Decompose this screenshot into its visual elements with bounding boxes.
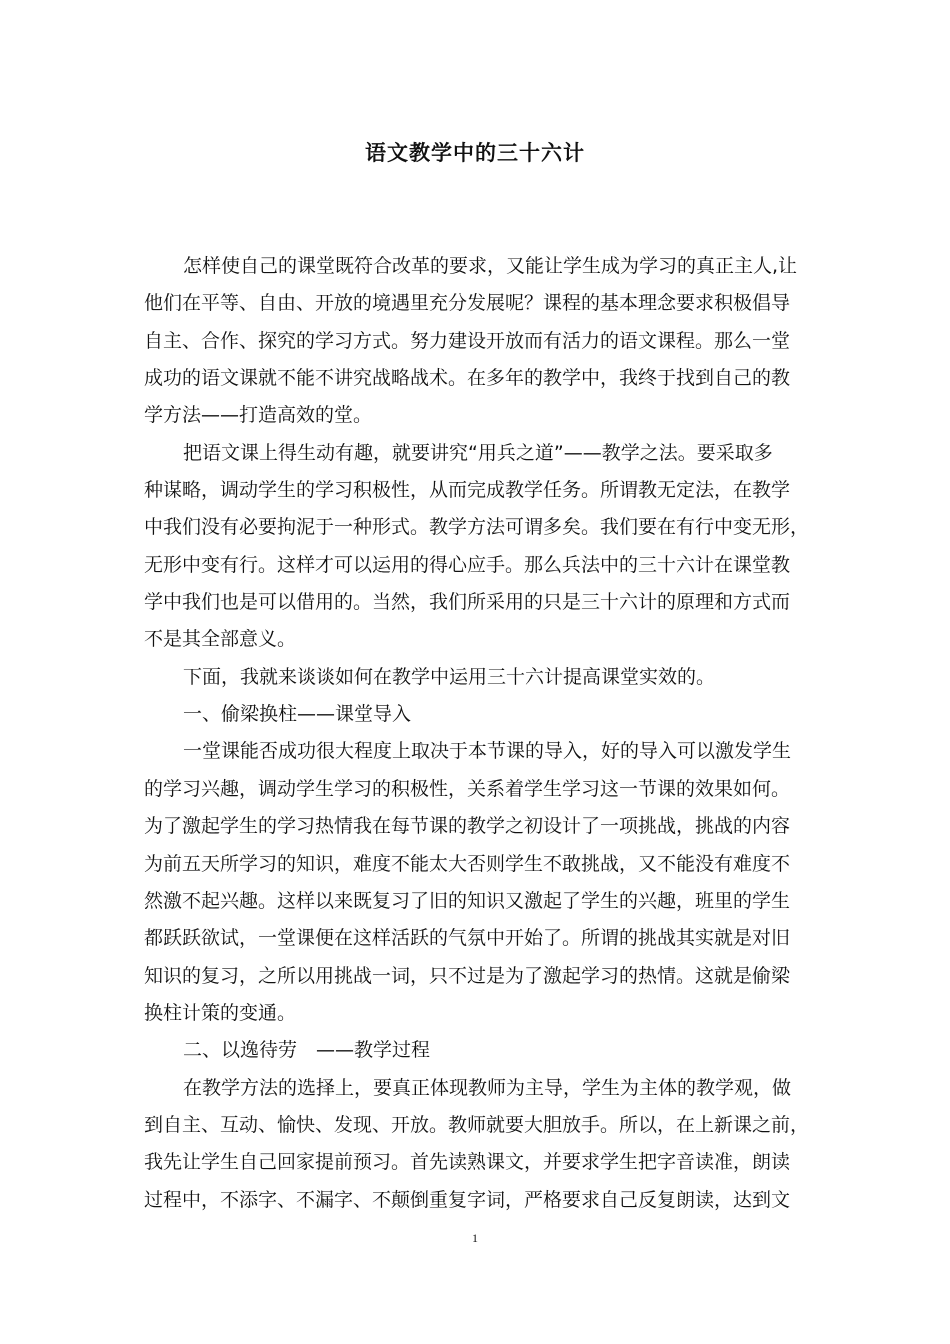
text-line: 都跃跃欲试，一堂课便在这样活跃的气氛中开始了。所谓的挑战其实就是对旧 bbox=[144, 927, 791, 950]
text-line: 成功的语文课就不能不讲究战略战术。在多年的教学中，我终于找到自己的教 bbox=[144, 367, 791, 390]
text-line: 我先让学生自己回家提前预习。首先读熟课文，并要求学生把字音读准，朗读 bbox=[144, 1151, 791, 1174]
text-line: 他们在平等、自由、开放的境遇里充分发展呢？课程的基本理念要求积极倡导 bbox=[144, 292, 791, 315]
text-line: 为前五天所学习的知识，难度不能太大否则学生不敢挑战，又不能没有难度不 bbox=[144, 852, 791, 875]
text-line: 在教学方法的选择上，要真正体现教师为主导，学生为主体的教学观，做 bbox=[183, 1076, 792, 1099]
text-line: 下面，我就来谈谈如何在教学中运用三十六计提高课堂实效的。 bbox=[183, 665, 716, 688]
document-body bbox=[144, 248, 812, 1219]
text-line: 换柱计策的变通。 bbox=[144, 1001, 297, 1024]
page-number: 1 bbox=[472, 1231, 478, 1245]
text-line: 知识的复习，之所以用挑战一词，只不过是为了激起学习的热情。这就是偷梁 bbox=[144, 964, 791, 987]
text-line: 一、偷梁换柱——课堂导入 bbox=[183, 703, 412, 726]
text-line: 为了激起学生的学习热情我在每节课的教学之初设计了一项挑战，挑战的内容 bbox=[144, 815, 791, 838]
document-title: 语文教学中的三十六计 bbox=[365, 141, 585, 165]
text-line: 学中我们也是可以借用的。当然，我们所采用的只是三十六计的原理和方式而 bbox=[144, 591, 791, 614]
text-line: 的学习兴趣，调动学生学习的积极性，关系着学生学习这一节课的效果如何。 bbox=[144, 777, 791, 800]
text-line: 过程中，不添字、不漏字、不颠倒重复字词，严格要求自己反复朗读，达到文 bbox=[144, 1188, 791, 1211]
text-line: 一堂课能否成功很大程度上取决于本节课的导入，好的导入可以激发学生 bbox=[183, 740, 792, 763]
text-line: 二、以逸待劳 ——教学过程 bbox=[183, 1039, 431, 1062]
text-line: 学方法——打造高效的堂。 bbox=[144, 404, 373, 427]
text-line: 把语文课上得生动有趣，就要讲究“用兵之道”——教学之法。要采取多 bbox=[183, 441, 773, 464]
text-line: 怎样使自己的课堂既符合改革的要求，又能让学生成为学习的真正主人,让 bbox=[183, 255, 798, 277]
text-line: 中我们没有必要拘泥于一种形式。教学方法可谓多矣。我们要在有行中变无形， bbox=[144, 516, 810, 539]
text-line: 然激不起兴趣。这样以来既复习了旧的知识又激起了学生的兴趣，班里的学生 bbox=[144, 889, 791, 912]
text-line: 自主、合作、探究的学习方式。努力建设开放而有活力的语文课程。那么一堂 bbox=[144, 329, 791, 352]
text-line: 无形中变有行。这样才可以运用的得心应手。那么兵法中的三十六计在课堂教 bbox=[144, 553, 791, 576]
text-line: 种谋略，调动学生的学习积极性，从而完成教学任务。所谓教无定法，在教学 bbox=[144, 479, 791, 502]
text-line: 不是其全部意义。 bbox=[144, 628, 297, 651]
text-line: 到自主、互动、愉快、发现、开放。教师就要大胆放手。所以，在上新课之前， bbox=[144, 1113, 810, 1136]
